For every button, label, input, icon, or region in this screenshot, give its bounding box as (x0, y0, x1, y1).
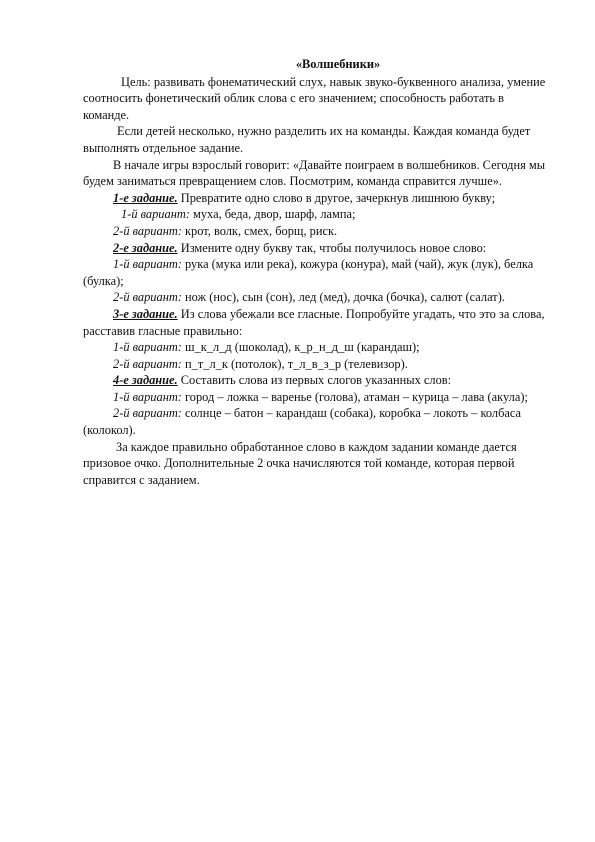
task3-text: Из слова убежали все гласные. Попробуйте угадать, что это за слова, расставив гласные правильно: (83, 306, 545, 338)
task2-variant2 (83, 289, 553, 306)
document-page (83, 56, 553, 488)
task4-variant1-label: 1-й вариант: (113, 389, 182, 404)
task4-variant2-text: солнце – батон – карандаш (собака), коробка – локоть – колбаса (колокол). (83, 406, 522, 438)
task3-variant1-text: ш_к_л_д (шоколад), к_р_н_д_ш (карандаш); (181, 340, 420, 355)
task4-variant1 (83, 389, 553, 406)
task4-label: 4-е задание. (113, 373, 178, 388)
task1-variant1 (83, 206, 553, 223)
task2-paragraph (83, 240, 553, 257)
task4-variant1-text: город – ложка – варенье (голова), атаман – курица – лава (акула); (181, 389, 528, 404)
task3-variant1-label: 1-й вариант: (113, 340, 182, 355)
task2-variant1 (83, 256, 553, 289)
task3-variant2-label: 2-й вариант: (113, 356, 182, 371)
task4-text: Составить слова из первых слогов указанных слов: (177, 373, 452, 388)
task2-variant1-label: 1-й вариант: (113, 257, 182, 272)
scoring-paragraph: За каждое правильно обработанное слово в каждом задании команде дается призовое очко. Дополнительные 2 очка начисляются той команде, которая первой справится с заданием. (83, 439, 517, 487)
teams-paragraph: Если детей несколько, нужно разделить их на команды. Каждая команда будет выполнять отдельное задание. (83, 124, 531, 155)
task3-variant2-text: п_т_л_к (потолок), т_л_в_з_р (телевизор). (181, 356, 408, 371)
task3-variant2 (83, 356, 553, 373)
task1-text: Превратите одно слово в другое, зачеркнув лишнюю букву; (177, 190, 496, 205)
task2-label: 2-е задание. (113, 240, 178, 255)
task4-paragraph (83, 372, 553, 389)
document-title: «Волшебники» (295, 57, 381, 71)
task1-variant2-label: 2-й вариант: (113, 223, 182, 238)
task1-paragraph (83, 190, 553, 207)
task1-label: 1-е задание. (113, 190, 178, 205)
task2-variant2-text: нож (нос), сын (сон), лед (мед), дочка (бочка), салют (салат). (181, 290, 505, 305)
task2-variant2-label: 2-й вариант: (113, 290, 182, 305)
task3-paragraph (83, 306, 553, 339)
task1-variant1-label: 1-й вариант: (121, 207, 190, 222)
task2-text: Измените одну букву так, чтобы получилось новое слово: (177, 240, 487, 255)
task4-variant2-label: 2-й вариант: (113, 406, 182, 421)
task1-variant2 (83, 223, 553, 240)
task3-variant1 (83, 339, 553, 356)
task2-variant1-text: рука (мука или река), кожура (конура), май (чай), жук (лук), белка (булка); (83, 257, 534, 288)
goal-paragraph: Цель: развивать фонематический слух, навык звуко-буквенного анализа, умение соотносить фонетический облик слова с его значением; способность работать в команде. (83, 74, 546, 122)
task3-label: 3-е задание. (113, 306, 178, 321)
intro-paragraph: В начале игры взрослый говорит: «Давайте поиграем в волшебников. Сегодня мы будем заниматься превращением слов. Посмотрим, команда справится лучше». (83, 157, 546, 189)
task1-variant1-text: муха, беда, двор, шарф, лампа; (189, 207, 356, 222)
task4-variant2 (83, 405, 553, 438)
task1-variant2-text: крот, волк, смех, борщ, риск. (181, 223, 338, 238)
